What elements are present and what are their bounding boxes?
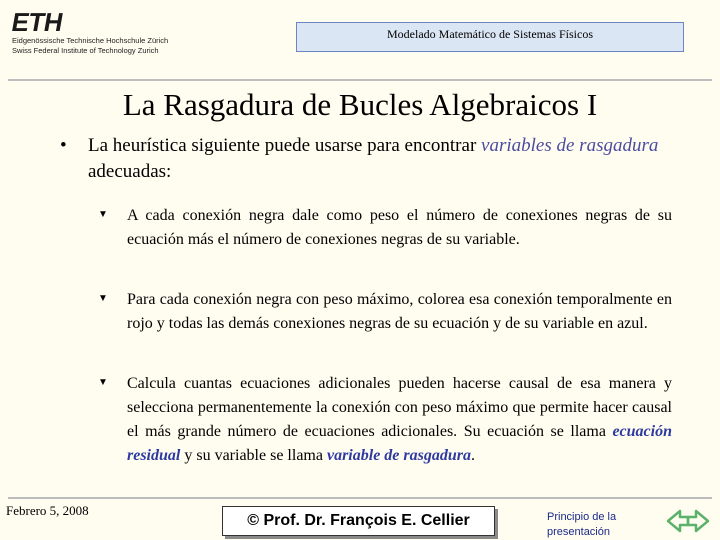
presentation-start-link[interactable]: Principio de la presentación: [547, 511, 617, 538]
main-bullet: [60, 133, 672, 185]
sub-item-text-mid: y su variable se llama: [180, 447, 327, 464]
triangle-bullet-icon: ▼: [98, 377, 108, 388]
course-title: Modelado Matemático de Sistemas Físicos: [387, 27, 593, 41]
eth-logo: [9, 7, 212, 62]
sub-item-weight: [98, 204, 672, 252]
footer-divider: [8, 497, 712, 499]
main-bullet-text-before: La heurística siguiente puede usarse para encontrar: [88, 135, 482, 156]
eth-wordmark: ETH: [9, 7, 66, 37]
header-divider: [8, 79, 712, 81]
presentation-date: Febrero 5, 2008: [6, 503, 89, 518]
triangle-bullet-icon: ▼: [98, 209, 108, 220]
eth-logo-line-german: Eidgenössische Technische Hochschule Zürich: [12, 36, 169, 45]
bullet-marker: •: [60, 135, 67, 156]
term-tearing-variable: variable de rasgadura: [326, 447, 471, 464]
sub-item-text: A cada conexión negra dale como peso el número de conexiones negras de su ecuación más el número de conexiones negras de su variable.: [127, 207, 672, 248]
sub-item-calculate: [98, 372, 672, 468]
highlight-term: variables de rasgadura: [481, 135, 659, 156]
sub-item-text: [127, 372, 672, 468]
slide-title: La Rasgadura de Bucles Algebraicos I: [122, 87, 598, 122]
triangle-bullet-icon: ▼: [98, 293, 108, 304]
author-credit: © Prof. Dr. François E. Cellier: [222, 506, 495, 536]
nav-back-arrow-icon[interactable]: [668, 511, 688, 531]
term-residual-equation: ecuación residual: [127, 423, 672, 464]
nav-arrows: [666, 508, 710, 534]
header-title-box: [296, 22, 684, 52]
eth-logo-line-english: Swiss Federal Institute of Technology Zurich: [12, 46, 159, 55]
sub-item-text: Para cada conexión negra con peso máximo, colorea esa conexión temporalmente en rojo y todas las demás conexiones negras de su ecuación y de su variable en azul.: [127, 291, 672, 332]
main-bullet-text: [88, 133, 672, 185]
sub-item-text-before: Calcula cuantas ecuaciones adicionales pueden hacerse causal de esa manera y selecciona permanentemente la conexión con peso máximo que permite hacer causal el más grande número de ecuaciones adicionales. Su ecuación se llama: [127, 375, 672, 440]
nav-forward-arrow-icon[interactable]: [688, 511, 708, 531]
sub-item-color: [98, 288, 672, 336]
sub-item-text-after: .: [470, 447, 475, 464]
main-bullet-text-after: adecuadas:: [88, 161, 172, 182]
